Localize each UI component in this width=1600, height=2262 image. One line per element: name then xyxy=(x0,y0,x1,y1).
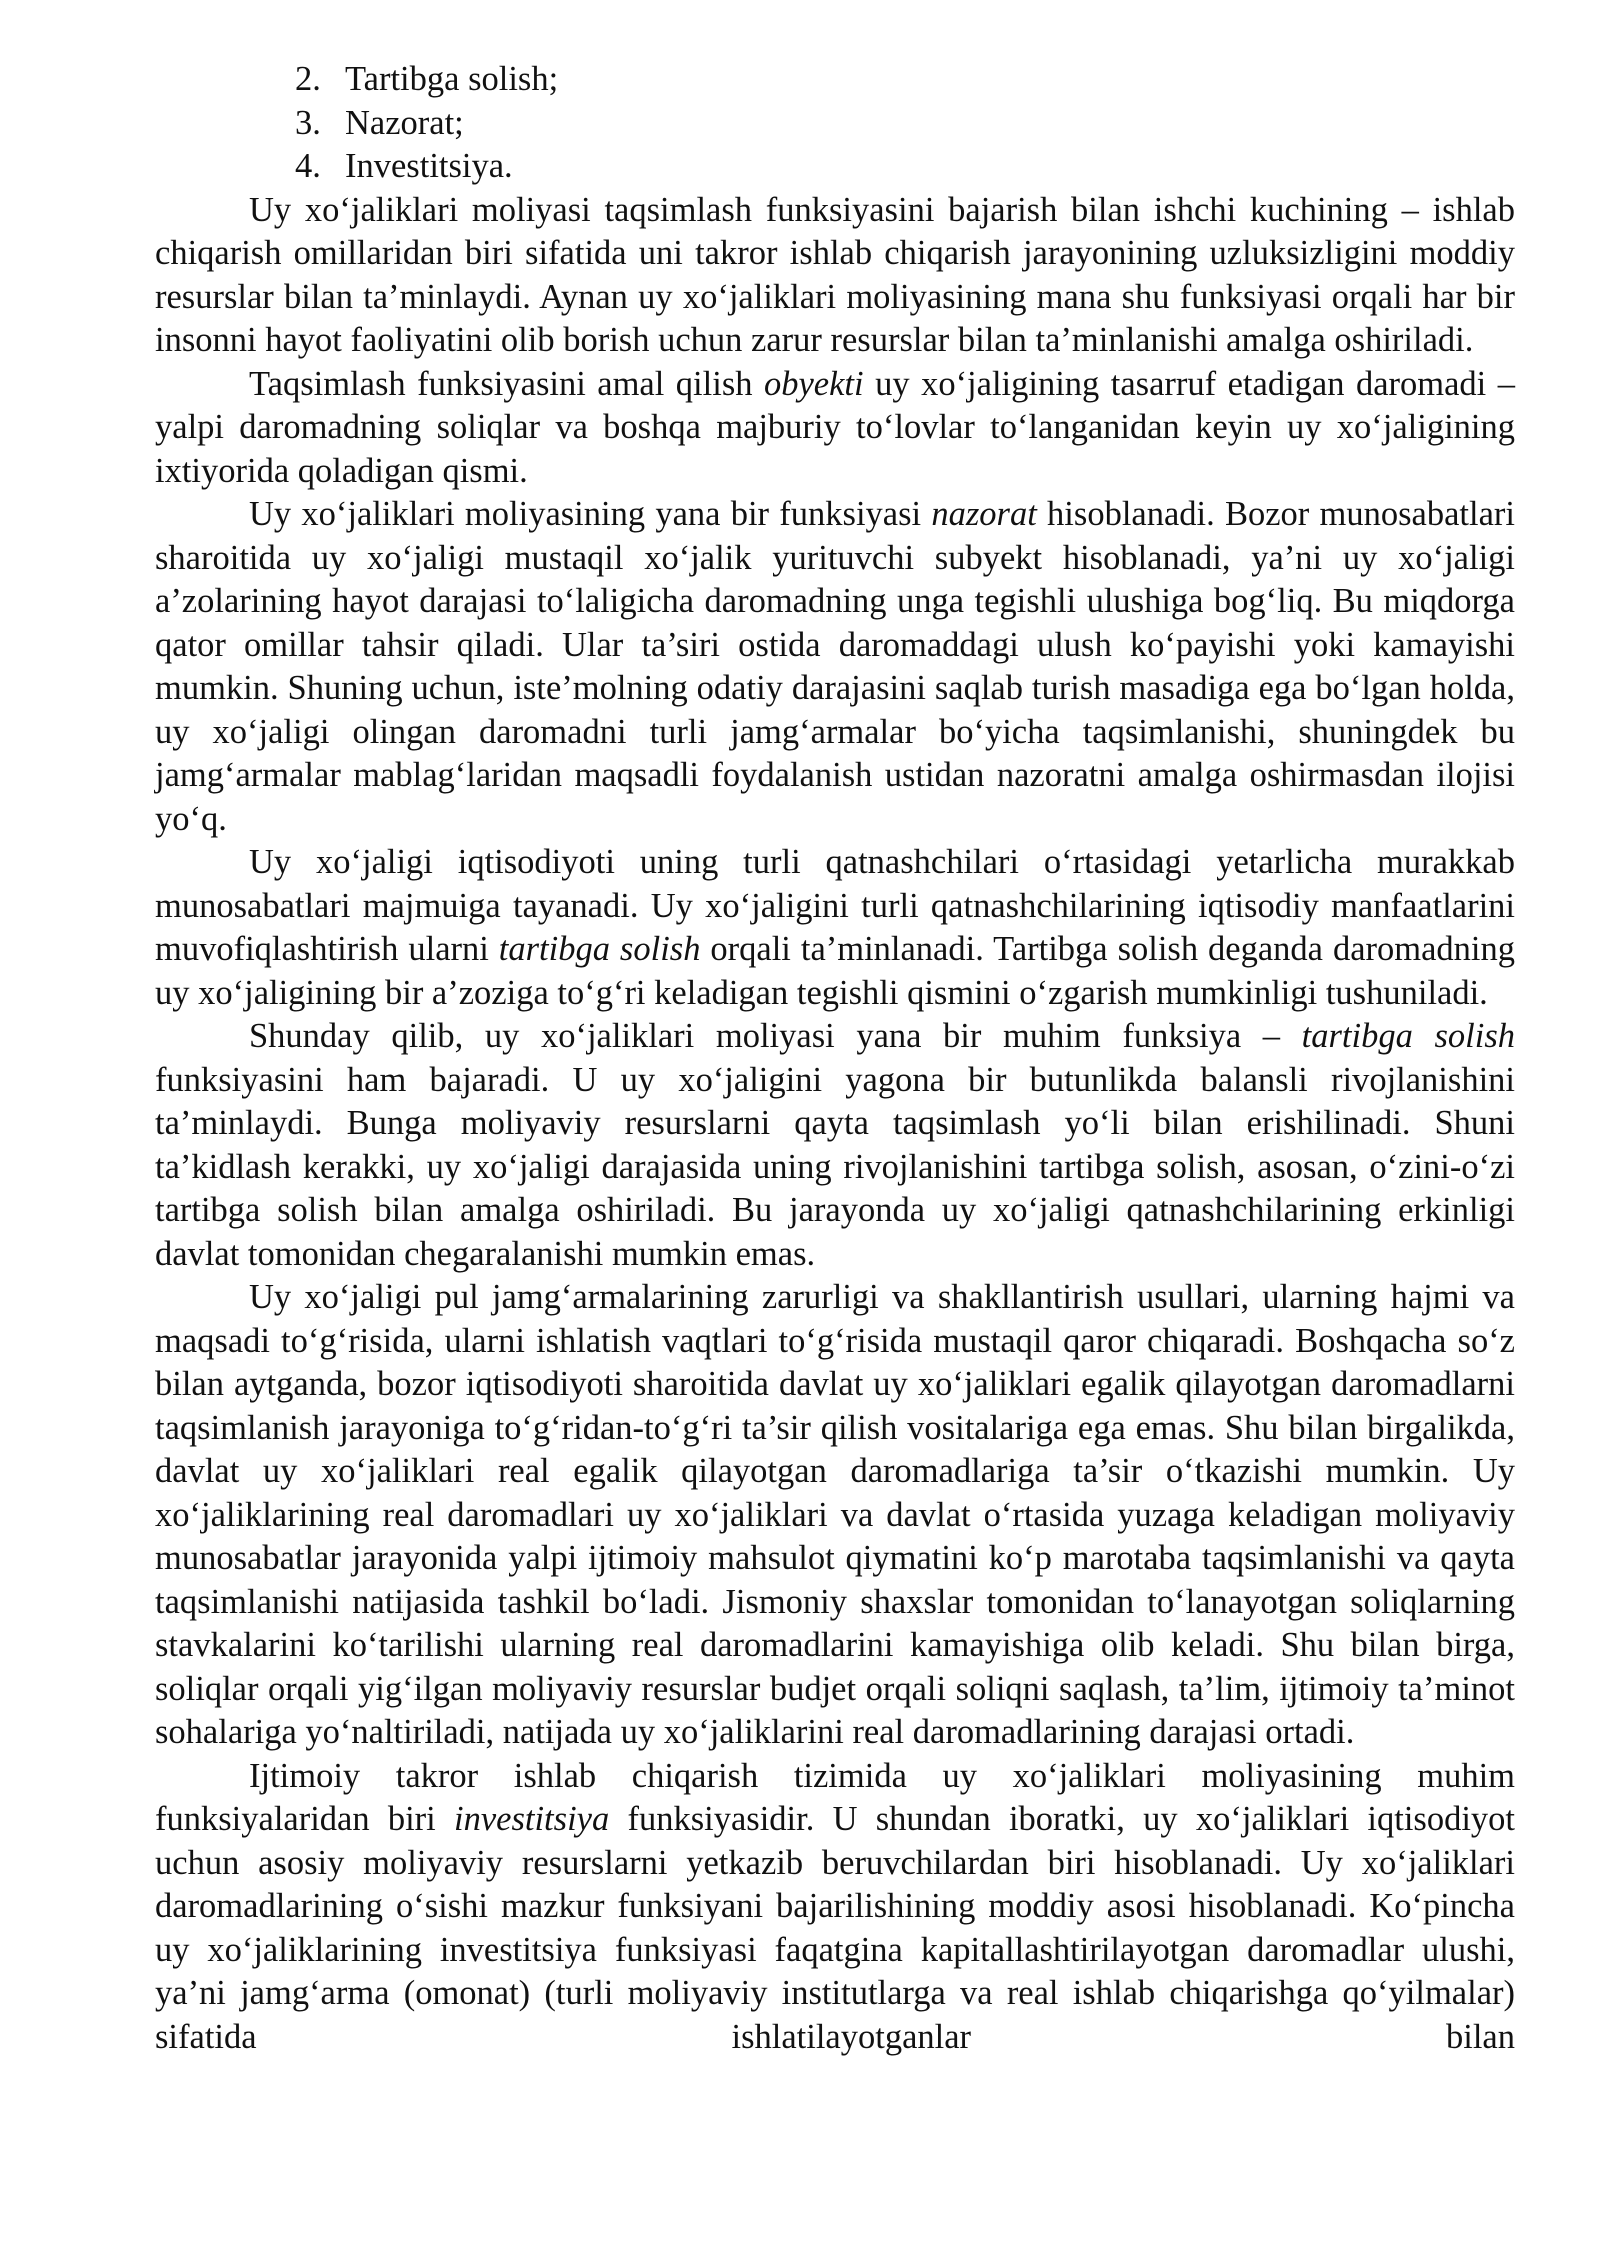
paragraph-regulation-function xyxy=(155,1015,1515,1276)
list-item-number: 3. xyxy=(295,103,321,142)
paragraph-distribution-object xyxy=(155,363,1515,494)
list-item xyxy=(155,58,1515,102)
paragraph-text: funksiyasidir. U shundan iboratki, uy xo‘jaliklari iqtisodiyot uchun asosiy moliyaviy resurslarni yetkazib beruvchilardan biri hisoblanadi. Uy xo‘jaliklari daromadlarining o‘sishi mazkur funksiyani bajarilishining moddiy asosi hisoblanadi. Ko‘pincha uy xo‘jaliklarining investitsiya funksiyasi faqatgina kapitallashtirilayotgan daromadlar ulushi, ya’ni jamg‘arma (omonat) (turli moliyaviy institutlarga va real ishlab chiqarishga qo‘yilmalar) sifatida ishlatilayotganlar bilan xyxy=(155,1800,1515,2056)
paragraph-control-function xyxy=(155,493,1515,841)
paragraph-text: funksiyasini ham bajaradi. U uy xo‘jaligini yagona bir butunlikda balansli rivojlanishini ta’minlaydi. Bunga moliyaviy resurslarni qayta taqsimlash yo‘li bilan erishilinadi. Shuni ta’kidlash kerakki, uy xo‘jaligi darajasida uning rivojlanishini tartibga solish, asosan, o‘zini-o‘zi tartibga solish bilan amalga oshiriladi. Bu jarayonda uy xo‘jaligi qatnashchilarining erkinligi davlat tomonidan chegaralanishi mumkin emas. xyxy=(155,1060,1515,1273)
paragraph-regulation-basis xyxy=(155,841,1515,1015)
list-item-text: Investitsiya. xyxy=(345,147,513,185)
list-item-number: 2. xyxy=(295,60,321,98)
paragraph-text: Shunday qilib, uy xo‘jaliklari moliyasi yana bir muhim funksiya – xyxy=(249,1017,1302,1055)
emphasis-term: investitsiya xyxy=(454,1800,610,1838)
paragraph-text: Uy xo‘jaliklari moliyasining yana bir funksiyasi xyxy=(249,495,932,533)
paragraph-text: orqali ta’minlanadi. Tartibga solish deganda daromadning uy xo‘jaligining bir a’zoziga to‘g‘ri keladigan tegishli qismini o‘zgarish mumkinligi tushuniladi. xyxy=(155,930,1515,1012)
list-item xyxy=(155,102,1515,146)
emphasis-term: tartibga solish xyxy=(1301,1017,1515,1055)
emphasis-term: tartibga solish xyxy=(498,930,701,968)
paragraph-investment-function xyxy=(155,1755,1515,2060)
document-page xyxy=(155,58,1515,2059)
paragraph-text: Taqsimlash funksiyasini amal qilish xyxy=(249,364,764,403)
numbered-list xyxy=(155,58,1515,189)
paragraph-text: Ijtimoiy takror ishlab chiqarish tizimida uy xo‘jaliklari moliyasining muhim funksiyalaridan biri xyxy=(155,1756,1515,1838)
list-item-text: Nazorat; xyxy=(345,103,464,142)
emphasis-term: obyekti xyxy=(763,364,864,403)
list-item-number: 4. xyxy=(295,147,321,185)
paragraph-state-influence: Uy xo‘jaligi pul jamg‘armalarining zarurligi va shakllantirish usullari, ularning hajmi va maqsadi to‘g‘risida, ularni ishlatish vaqtlari to‘g‘risida mustaqil qaror chiqaradi. Boshqacha so‘z bilan aytganda, bozor iqtisodiyoti sharoitida davlat uy xo‘jaliklari egalik qilayotgan daromadlarni taqsimlanish jarayoniga to‘g‘ridan-to‘g‘ri ta’sir qilish vositalariga ega emas. Shu bilan birgalikda, davlat uy xo‘jaliklari real egalik qilayotgan daromadlariga ta’sir o‘tkazishi mumkin. Uy xo‘jaliklarining real daromadlari uy xo‘jaliklari va davlat o‘rtasida yuzaga keladigan moliyaviy munosabatlar jarayonida yalpi ijtimoiy mahsulot qiymatini ko‘p marotaba taqsimlanishi va qayta taqsimlanishi natijasida tashkil bo‘ladi. Jismoniy shaxslar tomonidan to‘lanayotgan soliqlarning stavkalarini ko‘tarilishi ularning real daromadlarini kamayishiga olib keladi. Shu bilan birga, soliqlar orqali yig‘ilgan moliyaviy resurslar budjet orqali soliqni saqlash, ta’lim, ijtimoiy ta’minot sohalariga yo‘naltiriladi, natijada uy xo‘jaliklarini real daromadlarining darajasi ortadi. xyxy=(155,1278,1515,1751)
paragraph-distribution-function: Uy xo‘jaliklari moliyasi taqsimlash funksiyasini bajarish bilan ishchi kuchining – ishlab chiqarish omillaridan biri sifatida uni takror ishlab chiqarish jarayonining uzluksizligini moddiy resurslar bilan ta’minlaydi. Aynan uy xo‘jaliklari moliyasining mana shu funksiyasi orqali har bir insonni hayot faoliyatini olib borish uchun zarur resurslar bilan ta’minlanishi amalga oshiriladi. xyxy=(155,190,1515,359)
list-item xyxy=(155,145,1515,189)
emphasis-term: nazorat xyxy=(931,495,1037,533)
paragraph-text: uy xo‘jaligining tasarruf etadigan daromadi – yalpi daromadning soliqlar va boshqa majburiy to‘lovlar to‘langanidan keyin uy xo‘jaligining ixtiyorida qoladigan qismi. xyxy=(155,364,1515,490)
paragraph-text: Uy xo‘jaligi iqtisodiyoti uning turli qatnashchilari o‘rtasidagi yetarlicha murakkab munosabatlari majmuiga tayanadi. Uy xo‘jaligini turli qatnashchilarining iqtisodiy manfaatlarini muvofiqlashtirish ularni xyxy=(155,843,1515,968)
list-item-text: Tartibga solish; xyxy=(345,60,559,98)
paragraph-text: hisoblanadi. Bozor munosabatlari sharoitida uy xo‘jaligi mustaqil xo‘jalik yurituvchi subyekt hisoblanadi, ya’ni uy xo‘jaligi a’zolarining hayot darajasi to‘laligicha daromadning unga tegishli ulushiga bog‘liq. Bu miqdorga qator omillar tahsir qiladi. Ular ta’siri ostida daromaddagi ulush ko‘payishi yoki kamayishi mumkin. Shuning uchun, iste’molning odatiy darajasini saqlab turish masadiga ega bo‘lgan holda, uy xo‘jaligi olingan daromadni turli jamg‘armalar bo‘yicha taqsimlanishi, shuningdek bu jamg‘armalar mablag‘laridan maqsadli foydalanish ustidan nazoratni amalga oshirmasdan ilojisi yo‘q. xyxy=(155,495,1515,838)
